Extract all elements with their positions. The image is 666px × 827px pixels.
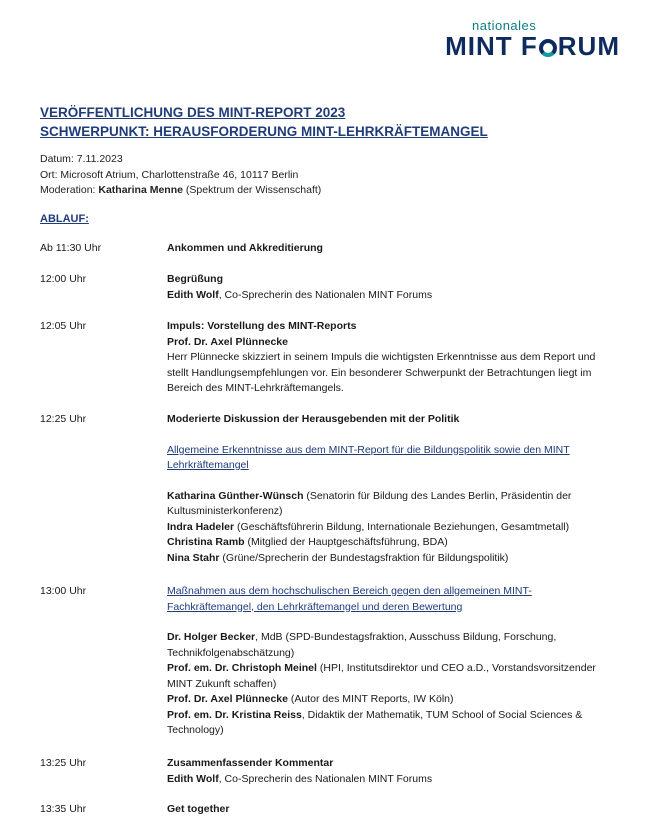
title-line-2: SCHWERPUNKT: HERAUSFORDERUNG MINT-LEHRKRÄFTEMANGEL [40,124,488,139]
schedule-title: Zusammenfassender Kommentar [167,757,334,769]
description-line: Bereich des MINT-Lehrkräftemangels. [167,382,344,394]
schedule-title: Moderierte Diskussion der Herausgebenden mit der Politik [167,413,460,425]
logo-big-text [440,33,620,59]
schedule-time: 12:25 Uhr [40,413,87,425]
panelist-role-cont: Technikfolgenabschätzung) [167,646,295,659]
panelist-role-cont: MINT Zukunft schaffen) [167,677,277,690]
panelist [167,535,627,551]
schedule-time: 13:00 Uhr [40,585,87,597]
speaker-role: , Co-Sprecherin des Nationalen MINT Forums [218,772,433,785]
description-line: Herr Plünnecke skizziert in seinem Impuls die wichtigsten Erkenntnisse aus dem Report und [167,351,596,363]
panelist-name: Indra Hadeler [167,520,235,533]
schedule-title: Impuls: Vorstellung des MINT-Reports [167,320,357,332]
schedule-time: 13:25 Uhr [40,757,87,769]
schedule-title: Get together [167,803,230,815]
panelist-name: Nina Stahr [167,551,220,564]
meta-datum: Datum: 7.11.2023 [40,153,123,165]
moderation-name: Katharina Menne [98,184,183,196]
panelist-name: Katharina Günther-Wünsch [167,489,304,502]
meta-moderation [40,183,321,199]
panelist-role: , MdB (SPD-Bundestagsfraktion, Ausschuss Bildung, Forschung, [255,631,557,643]
panelist-name: Christina Ramb [167,536,245,548]
ablauf-heading: ABLAUF: [40,213,89,225]
meta-ort: Ort: Microsoft Atrium, Charlottenstraße 46, 10117 Berlin [40,168,299,181]
panelist [167,630,627,646]
panelist [167,692,627,708]
panelist-name: Prof. Dr. Axel Plünnecke [167,693,288,705]
topic-line: Lehrkräftemangel [167,459,249,471]
speaker-line [167,288,627,304]
schedule-time: 13:35 Uhr [40,803,87,815]
panelist-name: Prof. em. Dr. Christoph Meinel [167,662,317,674]
speaker-name: Prof. Dr. Axel Plünnecke [167,335,288,348]
panelist [167,551,627,567]
schedule-title: Begrüßung [167,273,223,285]
moderation-label: Moderation: [40,184,99,196]
panelist-role-cont: Technology) [167,724,224,736]
speaker-name: Edith Wolf [167,772,219,785]
logo-text-pre: MINT F [445,31,538,61]
panelist [167,489,627,505]
panelist-name: Prof. em. Dr. Kristina Reiss [167,708,302,721]
panelist-role: (Grüne/Sprecherin der Bundestagsfraktion für Bildungspolitik) [219,551,509,564]
topic-line: Maßnahmen aus dem hochschulischen Bereich gegen den allgemeinen MINT- [167,585,532,597]
panelist-role: (Mitglied der Hauptgeschäftsführung, BDA) [244,536,448,548]
panelist-role: , Didaktik der Mathematik, TUM School of Social Sciences & [301,708,583,721]
description-line: stellt Handlungsempfehlungen vor. Ein besonderer Schwerpunkt der Betrachtungen liegt im [167,366,592,379]
schedule-time: Ab 11:30 Uhr [40,242,102,254]
speaker-name: Edith Wolf [167,288,219,301]
speaker-role: , Co-Sprecherin des Nationalen MINT Forums [218,288,433,301]
document-title [40,103,488,141]
panelist-role-cont: Kultusministerkonferenz) [167,505,283,517]
speaker-line [167,772,627,788]
panelist-role: (HPI, Institutsdirektor und CEO a.D., Vorstandsvorsitzender [316,662,596,674]
event-meta [40,152,321,199]
logo-o-icon [539,39,557,57]
panelist [167,520,627,536]
logo-small-text: nationales [472,18,537,33]
schedule-title: Ankommen und Akkreditierung [167,242,323,254]
topic-line: Allgemeine Erkenntnisse aus dem MINT-Report für die Bildungspolitik sowie den MINT [167,443,570,456]
title-line-1: VERÖFFENTLICHUNG DES MINT-REPORT 2023 [40,105,346,120]
panelist-role: (Autor des MINT Reports, IW Köln) [288,693,454,705]
panelist-role: (Geschäftsführerin Bildung, Internationale Beziehungen, Gesamtmetall) [234,520,570,533]
topic-line: Fachkräftemangel, den Lehrkräftemangel und deren Bewertung [167,600,463,613]
moderation-org: (Spektrum der Wissenschaft) [182,184,322,196]
panelist-name: Dr. Holger Becker [167,631,256,643]
panelist [167,708,627,724]
panelist-role: (Senatorin für Bildung des Landes Berlin, Präsidentin der [303,489,572,502]
schedule-time: 12:00 Uhr [40,273,87,285]
mint-forum-logo [440,18,620,59]
logo-text-post: RUM [557,31,620,61]
schedule-time: 12:05 Uhr [40,320,87,332]
panelist [167,661,627,677]
